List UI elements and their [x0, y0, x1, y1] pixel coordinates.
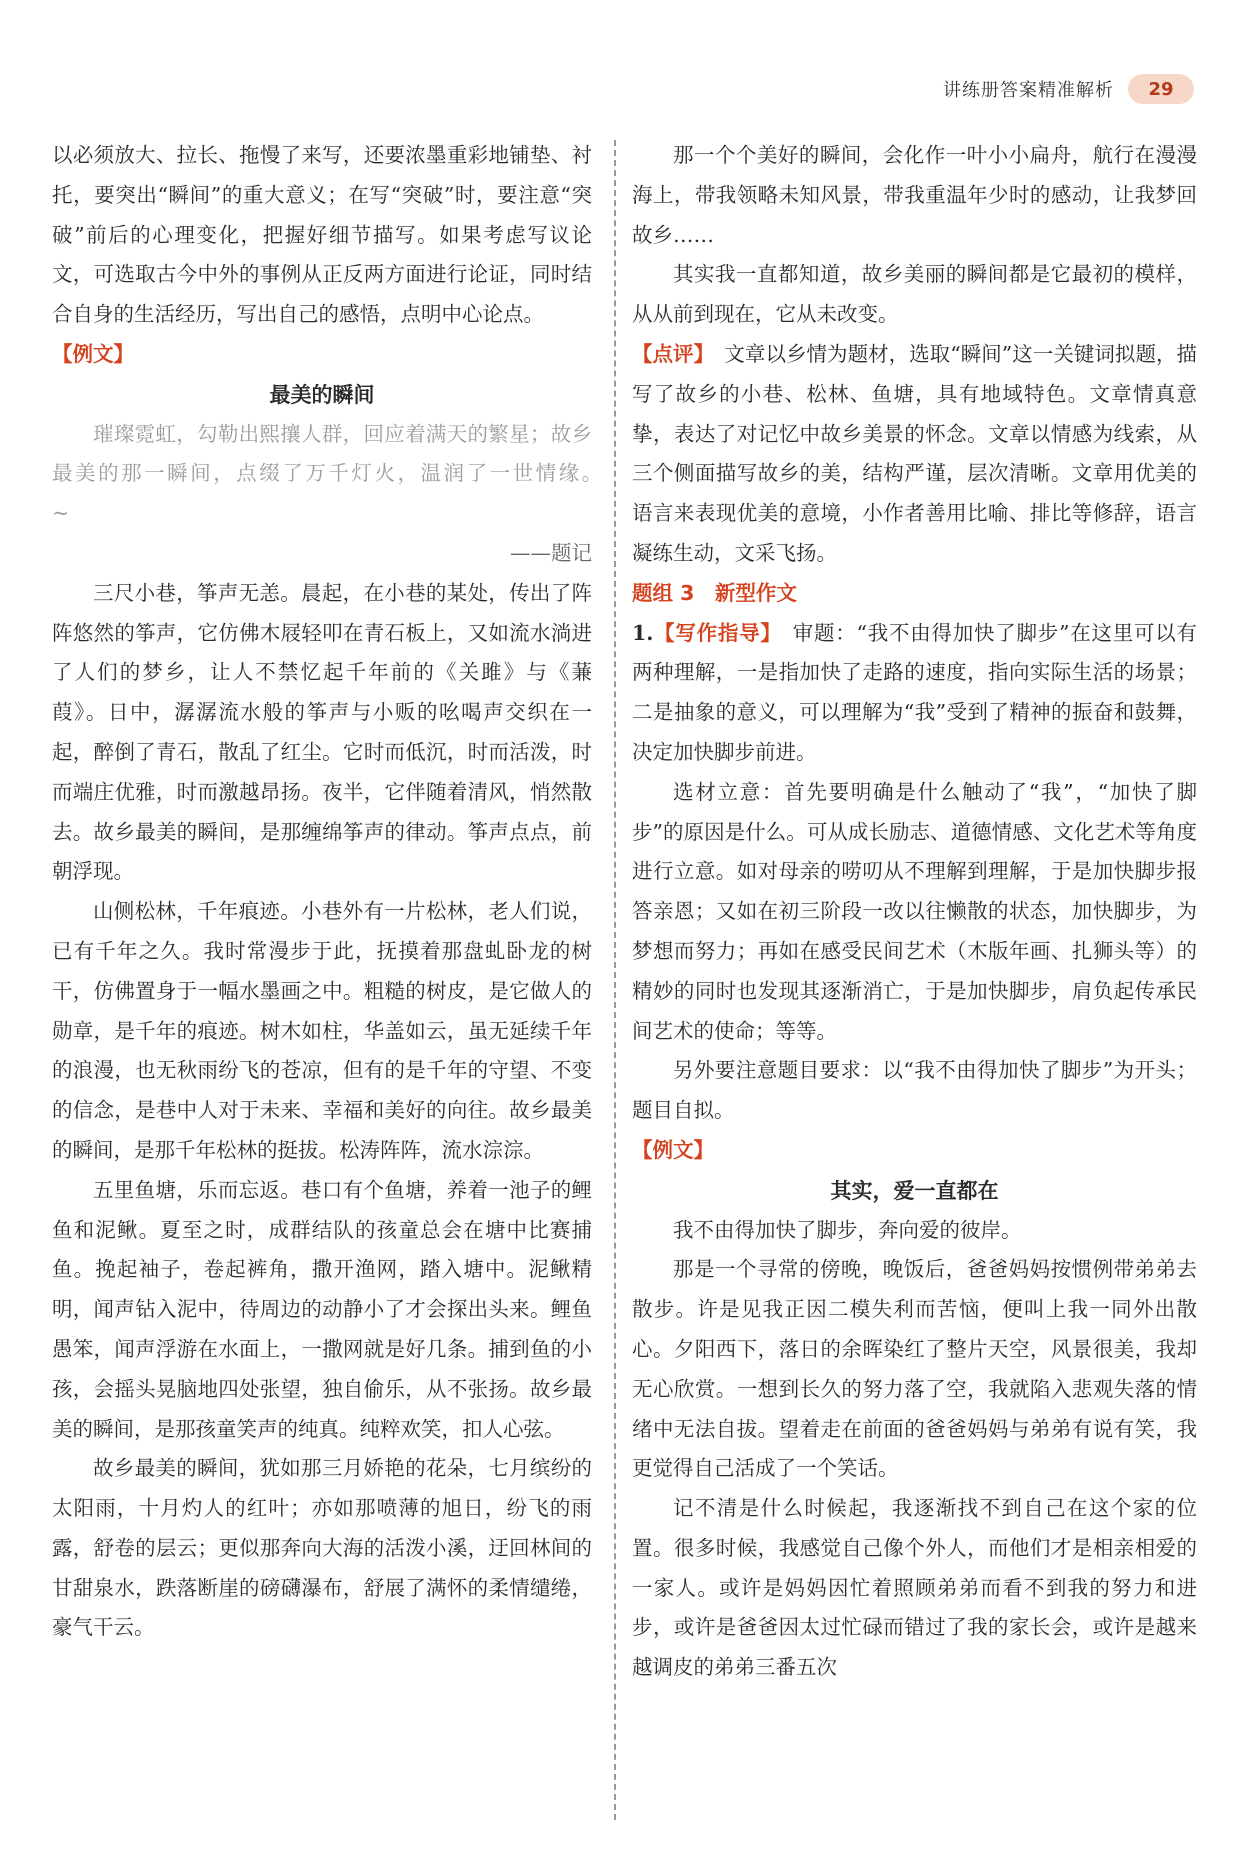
guide-paragraph-3: 另外要注意题目要求：以“我不由得加快了脚步”为开头；题目自拟。 — [632, 1058, 1197, 1123]
guide-text-1: 审题：“我不由得加快了脚步”在这里可以有两种理解，一是指加快了走路的速度，指向实际生活的场景；二是抽象的意义，可以理解为“我”受到了精神的振奋和鼓舞，决定加快脚步前进。 — [632, 620, 1198, 764]
epigraph — [52, 415, 592, 534]
header-title: 讲练册答案精准解析 — [943, 80, 1114, 101]
epigraph-mark: ~ — [52, 501, 70, 526]
essay-paragraph-1: 三尺小巷，筝声无恙。晨起，在小巷的某处，传出了阵阵悠然的筝声，它仿佛木屐轻叩在青石板上，又如流水淌进了人们的梦乡，让人不禁忆起千年前的《关雎》与《蒹葭》。日中，潺潺流水般的筝声与小贩的吆喝声交织在一起，醉倒了青石，散乱了红尘。它时而低沉，时而活泼，时而端庄优雅，时而激越昂扬。夜半，它伴随着清风，悄然散去。故乡最美的瞬间，是那缠绵筝声的律动。筝声点点，前朝浮现。 — [52, 580, 592, 884]
essay-paragraph-2: 山侧松林，千年痕迹。小巷外有一片松林，老人们说，已有千年之久。我时常漫步于此，抚摸着那盘虬卧龙的树干，仿佛置身于一幅水墨画之中。粗糙的树皮，是它做人的勋章，是千年的痕迹。树木如柱，华盖如云，虽无延续千年的浪漫，也无秋雨纷飞的苍凉，但有的是千年的守望、不变的信念，是巷中人对于未来、幸福和美好的向往。故乡最美的瞬间，是那千年松林的挺拔。松涛阵阵，流水淙淙。 — [52, 899, 592, 1162]
essay-2-paragraph-1: 我不由得加快了脚步，奔向爱的彼岸。 — [673, 1217, 1022, 1242]
essay-title: 最美的瞬间 — [269, 381, 375, 407]
page-number-badge: 29 — [1128, 74, 1194, 104]
comment-text: 文章以乡情为题材，选取“瞬间”这一关键词拟题，描写了故乡的小巷、松林、鱼塘，具有地域特色。文章情真意挚，表达了对记忆中故乡美景的怀念。文章以情感为线索，从三个侧面描写故乡的美，结构严谨，层次清晰。文章用优美的语言来表现优美的意境，小作者善用比喻、排比等修辞，语言凝练生动，文采飞扬。 — [632, 341, 1198, 565]
example-tag-2: 【例文】 — [632, 1137, 714, 1162]
column-divider — [614, 140, 616, 1820]
comment-tag: 【点评】 — [632, 341, 704, 366]
essay-2-title: 其实，爱一直都在 — [830, 1177, 999, 1203]
guide-paragraph-2: 选材立意：首先要明确是什么触动了“我”，“加快了脚步”的原因是什么。可从成长励志、道德情感、文化艺术等角度进行立意。如对母亲的唠叨从不理解到理解，于是加快脚步报答亲恩；又如在初三阶段一改以往懒散的状态，加快脚步，为梦想而努力；再如在感受民间艺术（木版年画、扎狮头等）的精妙的同时也发现其逐渐消亡，于是加快脚步，肩负起传承民间艺术的使命；等等。 — [632, 779, 1197, 1043]
page-header — [943, 74, 1194, 104]
guide-paragraph-1 — [632, 614, 1197, 773]
essay-paragraph-5: 那一个个美好的瞬间，会化作一叶小小扁舟，航行在漫漫海上，带我领略未知风景，带我重温年少时的感动，让我梦回故乡…… — [632, 143, 1197, 247]
group-title: 题组 3 新型作文 — [632, 580, 797, 605]
essay-2-paragraph-2: 那是一个寻常的傍晚，晚饭后，爸爸妈妈按惯例带弟弟去散步。许是见我正因二模失利而苦恼，便叫上我一同外出散心。夕阳西下，落日的余晖染红了整片天空，风景很美，我却无心欣赏。一想到长久的努力落了空，我就陷入悲观失落的情绪中无法自拔。望着走在前面的爸爸妈妈与弟弟有说有笑，我更觉得自己活成了一个笑话。 — [632, 1257, 1197, 1481]
epigraph-text: 璀璨霓虹，勾勒出熙攘人群，回应着满天的繁星；故乡最美的那一瞬间，点缀了万千灯火，温润了一世情缘。 — [52, 421, 592, 486]
question-number: 1. — [632, 620, 654, 645]
guide-tag: 【写作指导】 — [653, 620, 772, 645]
left-column — [52, 136, 592, 1648]
example-tag: 【例文】 — [52, 341, 134, 366]
essay-paragraph-3: 五里鱼塘，乐而忘返。巷口有个鱼塘，养着一池子的鲤鱼和泥鳅。夏至之时，成群结队的孩童总会在塘中比赛捕鱼。挽起袖子，卷起裤角，撒开渔网，踏入塘中。泥鳅精明，闻声钻入泥中，待周边的动静小了才会探出头来。鲤鱼愚笨，闻声浮游在水面上，一撒网就是好几条。捕到鱼的小孩，会摇头晃脑地四处张望，独自偷乐，从不张扬。故乡最美的瞬间，是那孩童笑声的纯真。纯粹欢笑，扣人心弦。 — [52, 1177, 592, 1441]
epigraph-attribution: ——题记 — [510, 540, 592, 565]
comment-paragraph — [632, 335, 1197, 574]
essay-paragraph-6: 其实我一直都知道，故乡美丽的瞬间都是它最初的模样，从从前到现在，它从未改变。 — [632, 262, 1197, 327]
right-column — [632, 136, 1197, 1688]
intro-paragraph: 以必须放大、拉长、拖慢了来写，还要浓墨重彩地铺垫、衬托，要突出“瞬间”的重大意义；在写“突破”时，要注意“突破”前后的心理变化，把握好细节描写。如果考虑写议论文，可选取古今中外的事例从正反两方面进行论证，同时结合自身的生活经历，写出自己的感悟，点明中心论点。 — [52, 143, 592, 327]
essay-paragraph-4: 故乡最美的瞬间，犹如那三月娇艳的花朵，七月缤纷的太阳雨，十月灼人的红叶；亦如那喷薄的旭日，纷飞的雨露，舒卷的层云；更似那奔向大海的活泼小溪，迂回林间的甘甜泉水，跌落断崖的磅礴瀑布，舒展了满怀的柔情缱绻，豪气干云。 — [52, 1456, 592, 1640]
essay-2-paragraph-3: 记不清是什么时候起，我逐渐找不到自己在这个家的位置。很多时候，我感觉自己像个外人，而他们才是相亲相爱的一家人。或许是妈妈因忙着照顾弟弟而看不到我的努力和进步，或许是爸爸因太过忙碌而错过了我的家长会，或许是越来越调皮的弟弟三番五次 — [632, 1496, 1197, 1680]
